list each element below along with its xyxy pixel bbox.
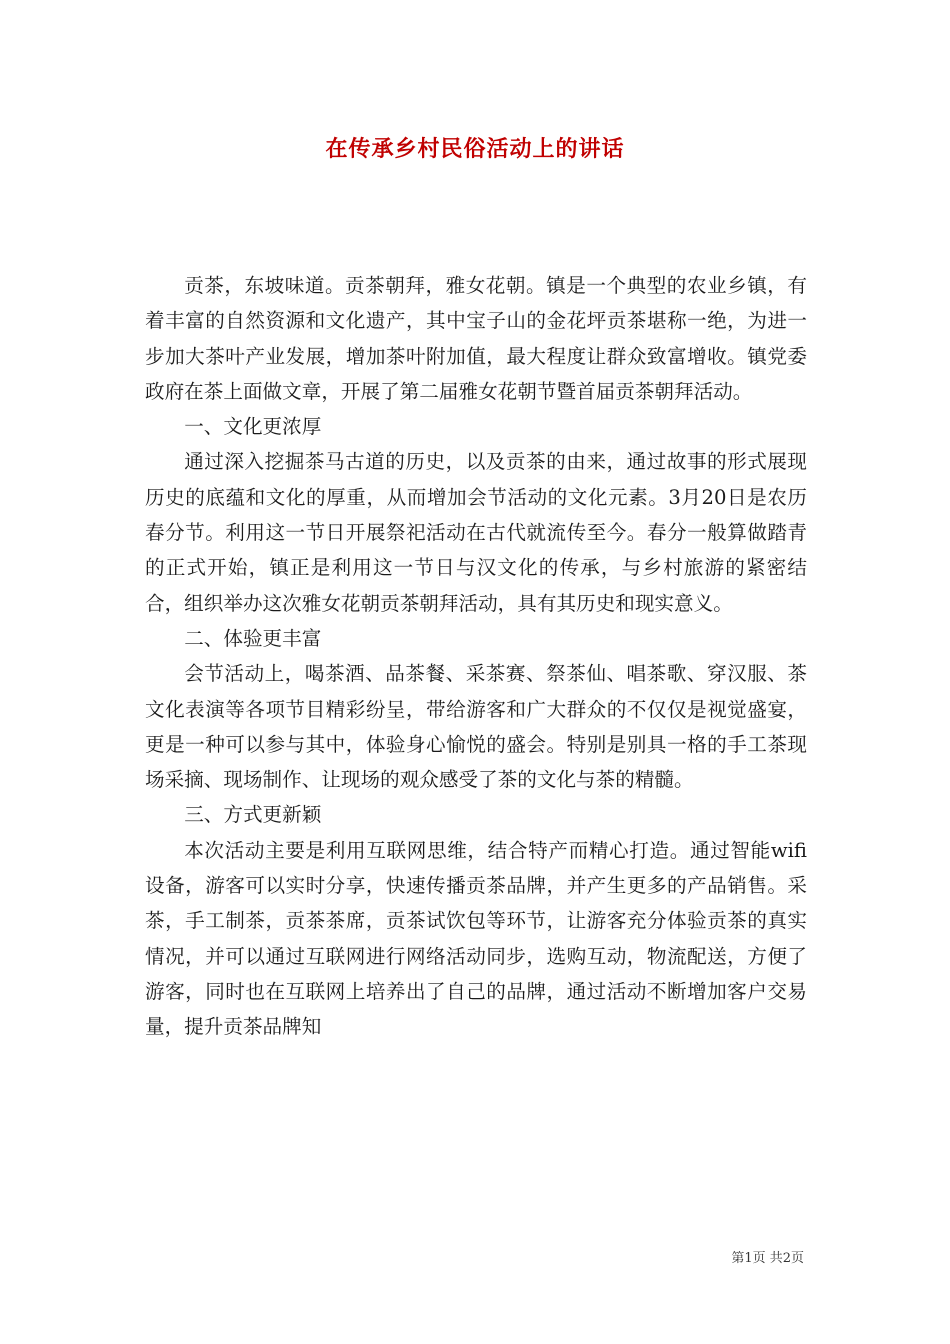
section-heading-experience: 二、体验更丰富 xyxy=(184,626,322,650)
page-number: 第1页 共2页 xyxy=(731,1251,804,1266)
method-paragraph: 本次活动主要是利用互联网思维，结合特产而精心打造。通过智能wifi设备，游客可以实时分享，快速传播贡茶品牌，并产生更多的产品销售。采茶，手工制茶，贡茶茶席，贡茶试饮包等环节，让游客充分体验贡茶的真实情况，并可以通过互联网进行网络活动同步，选购互动，物流配送，方便了游客，同时也在互联网上培养出了自己的品牌，通过活动不断增加客户交易量，提升贡茶品牌知 xyxy=(145,838,807,1039)
document-title: 在传承乡村民俗活动上的讲话 xyxy=(325,136,625,162)
document-body xyxy=(145,268,807,1045)
experience-paragraph: 会节活动上，喝茶酒、品茶餐、采茶赛、祭茶仙、唱茶歌、穿汉服、茶文化表演等各项节目精彩纷呈，带给游客和广大群众的不仅仅是视觉盛宴，更是一种可以参与其中，体验身心愉悦的盛会。特别是别具一格的手工茶现场采摘、现场制作、让现场的观众感受了茶的文化与茶的精髓。 xyxy=(145,662,807,792)
intro-paragraph: 贡茶，东坡味道。贡茶朝拜，雅女花朝。镇是一个典型的农业乡镇，有着丰富的自然资源和文化遗产，其中宝子山的金花坪贡茶堪称一绝，为进一步加大茶叶产业发展，增加茶叶附加值，最大程度让群众致富增收。镇党委政府在茶上面做文章，开展了第二届雅女花朝节暨首届贡茶朝拜活动。 xyxy=(145,274,807,403)
section-heading-method: 三、方式更新颖 xyxy=(184,803,322,827)
section-heading-culture: 一、文化更浓厚 xyxy=(184,415,322,439)
culture-paragraph: 通过深入挖掘茶马古道的历史，以及贡茶的由来，通过故事的形式展现历史的底蕴和文化的厚重，从而增加会节活动的文化元素。3月20日是农历春分节。利用这一节日开展祭祀活动在古代就流传至今。春分一般算做踏青的正式开始，镇正是利用这一节日与汉文化的传承，与乡村旅游的紧密结合，组织举办这次雅女花朝贡茶朝拜活动，具有其历史和现实意义。 xyxy=(145,450,807,615)
